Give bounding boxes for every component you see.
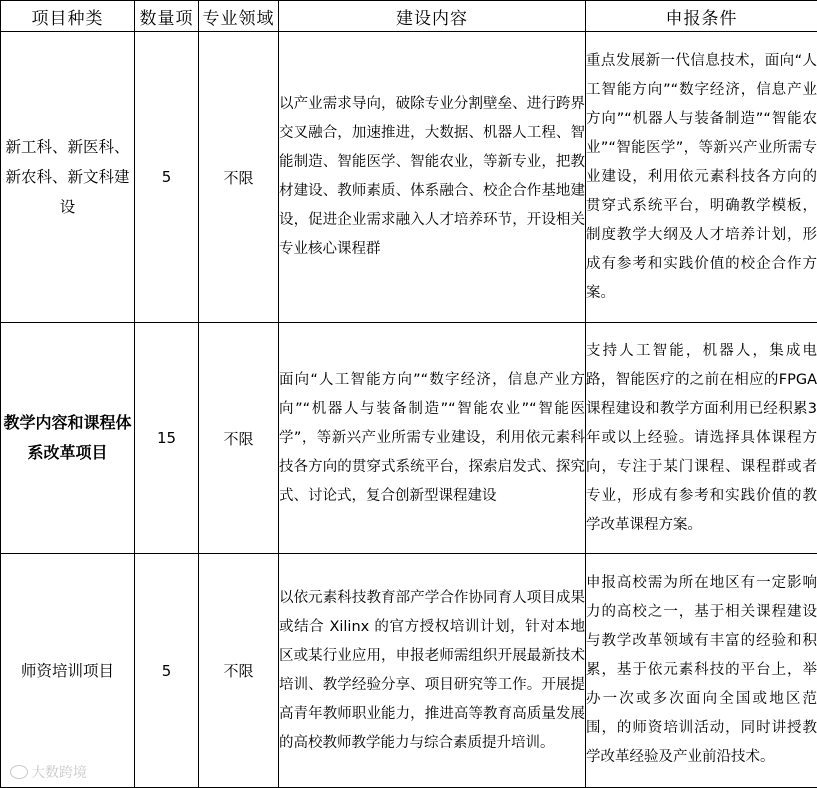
- content-cell: 以依元素科技教育部产学合作协同育人项目成果或结合 Xilinx 的官方授权培训计划，针对本地区或某行业应用，申报老师需组织开展最新技术培训、教学经验分享、项目研究等工作。开展提高青年教师职业能力，推进高等教育高质量发展的高校教师教学能力与综合素质提升培训。: [279, 554, 586, 788]
- table-row: [1, 32, 817, 323]
- header-row: [1, 1, 817, 32]
- header-content: 建设内容: [279, 1, 586, 32]
- project-type-cell: 教学内容和课程体系改革项目: [1, 323, 135, 554]
- content-cell: 面向“人工智能方向”“数字经济，信息产业方向”“机器人与装备制造”“智能农业”“智能医学”，等新兴产业所需专业建设，利用依元素科技各方向的贯穿式系统平台，探索启发式、探究式、讨论式，复合创新型课程建设: [279, 323, 586, 554]
- watermark-text: 大数跨境: [31, 765, 87, 781]
- header-count: 数量项: [135, 1, 199, 32]
- field-cell: 不限: [199, 323, 279, 554]
- header-type: 项目种类: [1, 1, 135, 32]
- header-condition: 申报条件: [586, 1, 817, 32]
- watermark: [10, 762, 87, 782]
- condition-cell: 申报高校需为所在地区有一定影响力的高校之一，基于相关课程建设与教学改革领域有丰富的经验和积累，基于依元素科技的平台上，举办一次或多次面向全国或地区范围，的师资培训活动，同时讲授教学改革经验及产业前沿技术。: [586, 554, 817, 788]
- field-cell: 不限: [199, 554, 279, 788]
- condition-cell: 支持人工智能，机器人，集成电路，智能医疗的之前在相应的FPGA课程建设和教学方面利用已经积累3年或以上经验。请选择具体课程方向，专注于某门课程、课程群或者专业，形成有参考和实践价值的教学改革课程方案。: [586, 323, 817, 554]
- watermark-logo-icon: [10, 765, 28, 779]
- content-cell: 以产业需求导向，破除专业分割壁垒、进行跨界交叉融合，加速推进，大数据、机器人工程、智能制造、智能医学、智能农业，等新专业，把教材建设、教师素质、体系融合、校企合作基地建设，促进企业需求融入人才培养环节，开设相关专业核心课程群: [279, 32, 586, 323]
- condition-cell: 重点发展新一代信息技术，面向“人工智能方向”“数字经济，信息产业方向”“机器人与装备制造”“智能农业”“智能医学”，等新兴产业所需专业建设，利用依元素科技各方向的贯穿式系统平台，明确教学模板，制度教学大纲及人才培养计划，形成有参考和实践价值的校企合作方案。: [586, 32, 817, 323]
- table-row: [1, 323, 817, 554]
- count-cell: 5: [135, 554, 199, 788]
- project-type-cell: 新工科、新医科、新农科、新文科建设: [1, 32, 135, 323]
- header-field: 专业领域: [199, 1, 279, 32]
- count-cell: 15: [135, 323, 199, 554]
- project-type-cell: 师资培训项目: [1, 554, 135, 788]
- table-row: [1, 554, 817, 788]
- field-cell: 不限: [199, 32, 279, 323]
- count-cell: 5: [135, 32, 199, 323]
